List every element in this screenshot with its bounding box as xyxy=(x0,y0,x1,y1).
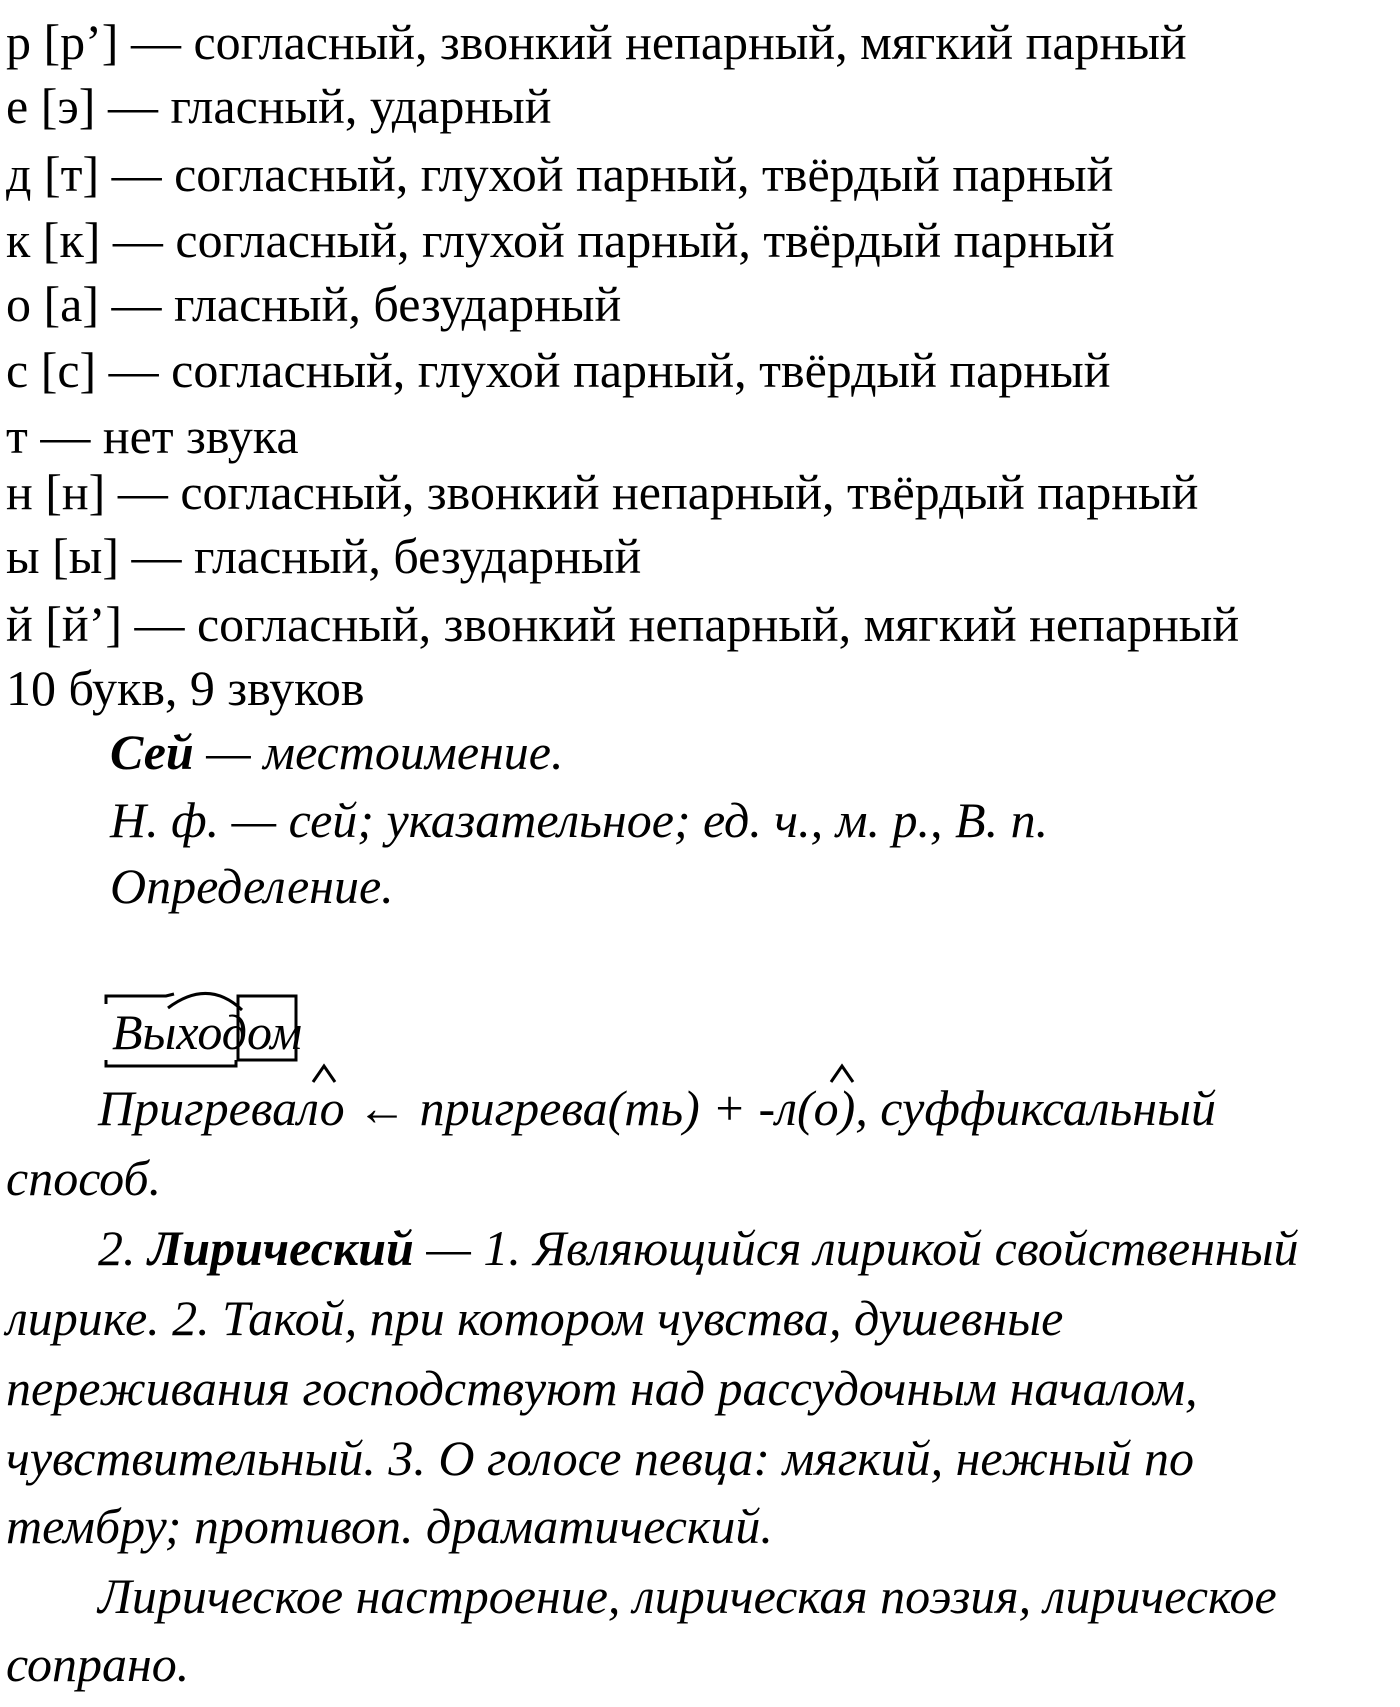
phonetic-line: т — нет звука xyxy=(6,408,299,464)
lexical-line: лирике. 2. Такой, при котором чувства, душевные xyxy=(6,1290,1064,1346)
phonetic-line: р [р’] — согласный, звонкий непарный, мягкий парный xyxy=(6,14,1187,70)
morph-definition: — местоимение. xyxy=(193,724,564,780)
morph-role-line: Определение. xyxy=(110,858,394,914)
morph-heading xyxy=(110,722,564,782)
phonetic-line: к [к] — согласный, глухой парный, твёрдый парный xyxy=(6,212,1115,268)
lexical-heading xyxy=(98,1218,1299,1278)
morph-form-line: Н. ф. — сей; указательное; ед. ч., м. р., В. п. xyxy=(110,792,1049,848)
lexical-line: тембру; противоп. драматический. xyxy=(6,1498,773,1554)
word-formation-line: Пригревало ← пригрева(ть) + -л(о), суффиксальный xyxy=(98,1080,1216,1136)
phonetic-line: й [й’] — согласный, звонкий непарный, мягкий непарный xyxy=(6,596,1240,652)
word-formation-line: способ. xyxy=(6,1150,162,1206)
phonetic-line: н [н] — согласный, звонкий непарный, твёрдый парный xyxy=(6,464,1199,520)
phonetic-line: о [а] — гласный, безударный xyxy=(6,276,622,332)
example-line: Лирическое настроение, лирическая поэзия, лирическое xyxy=(98,1568,1277,1624)
lexical-number: 2. xyxy=(98,1220,148,1276)
phonetic-line: е [э] — гласный, ударный xyxy=(6,78,552,134)
lexical-text: — 1. Являющийся лирикой свойственный xyxy=(413,1220,1299,1276)
morph-word: Сей xyxy=(110,724,194,780)
lexical-line: чувствительный. 3. О голосе певца: мягкий, нежный по xyxy=(6,1430,1195,1486)
morpheme-ending: ом xyxy=(247,1004,303,1060)
phonetic-line: д [т] — согласный, глухой парный, твёрдый парный xyxy=(6,146,1114,202)
example-line: сопрано. xyxy=(6,1636,190,1692)
letter-sound-count: 10 букв, 9 звуков xyxy=(6,660,365,716)
lexical-line: переживания господствуют над рассудочным началом, xyxy=(6,1360,1198,1416)
phonetic-line: с [с] — согласный, глухой парный, твёрдый парный xyxy=(6,342,1111,398)
morpheme-word xyxy=(112,1002,302,1062)
morpheme-stem: Выход xyxy=(112,1004,247,1060)
phonetic-line: ы [ы] — гласный, безударный xyxy=(6,528,642,584)
lexical-word: Лирический xyxy=(148,1220,414,1276)
